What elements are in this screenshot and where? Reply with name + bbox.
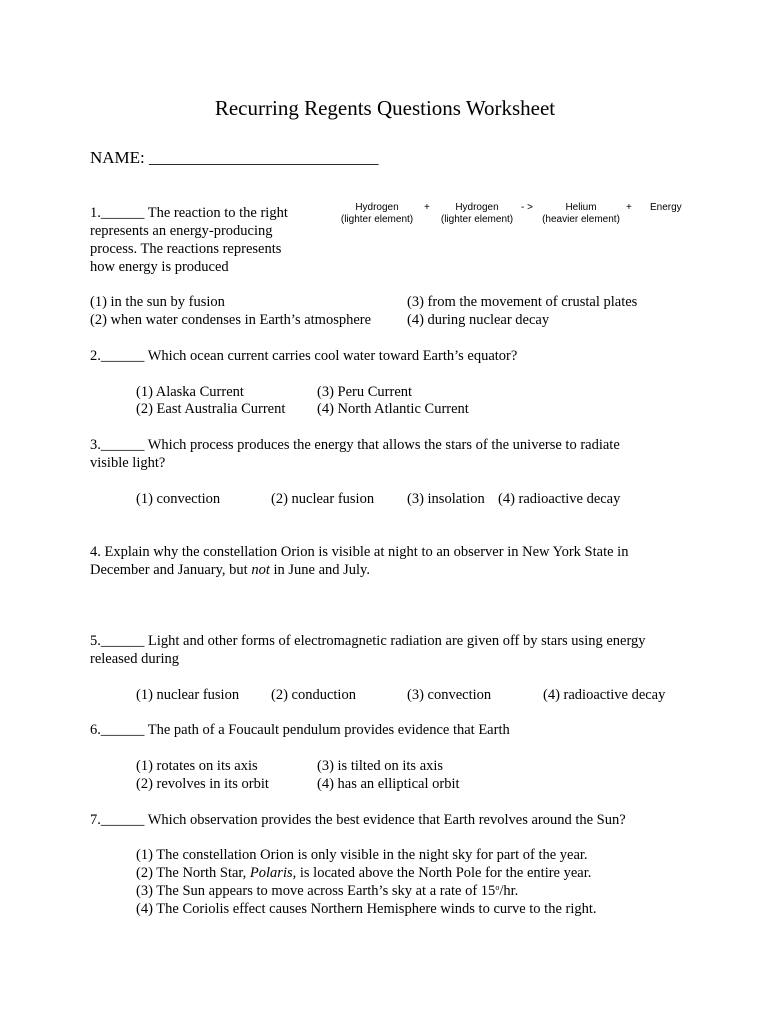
q3-stem-line: 3.______ Which process produces the energy that allows the stars of the universe to radiate [90, 437, 620, 453]
question-1-stem [90, 204, 288, 276]
hydrogen-label: Hydrogen [355, 202, 399, 213]
q1-stem-line: process. The reactions represents [90, 241, 282, 257]
choice: (3) is tilted on its axis [317, 758, 444, 774]
choice: (2) nuclear fusion [271, 491, 375, 507]
emphasis-text: not [251, 562, 270, 578]
q3-stem-line: visible light? [90, 455, 166, 471]
question-5-stem [90, 632, 646, 668]
choice: (2) conduction [271, 687, 356, 703]
choice: (2) The North Star, Polaris, is located above the North Pole for the entire year. [136, 865, 592, 881]
choice: (4) North Atlantic Current [317, 401, 469, 417]
q4-line: 4. Explain why the constellation Orion is visible at night to an observer in New York State in [90, 544, 629, 560]
choice: (3) Peru Current [317, 384, 413, 400]
choice: (4) radioactive decay [498, 491, 621, 507]
question-7-choices [136, 846, 597, 918]
choice: (4) during nuclear decay [407, 312, 550, 328]
choice: (3) convection [407, 687, 492, 703]
choice: (2) revolves in its orbit [136, 776, 269, 792]
question-2-stem: 2.______ Which ocean current carries cool water toward Earth’s equator? [90, 348, 518, 364]
choice: (4) The Coriolis effect causes Northern Hemisphere winds to curve to the right. [136, 901, 597, 917]
choice: (2) when water condenses in Earth’s atmosphere [90, 312, 372, 328]
choice: (1) nuclear fusion [136, 687, 240, 703]
question-6-stem: 6.______ The path of a Foucault pendulum provides evidence that Earth [90, 722, 510, 738]
choice: (1) Alaska Current [136, 384, 244, 400]
question-7-stem: 7.______ Which observation provides the best evidence that Earth revolves around the Sun? [90, 812, 626, 828]
hydrogen-sublabel: (lighter element) [340, 214, 414, 225]
q5-stem-line: 5.______ Light and other forms of electromagnetic radiation are given off by stars using energy [90, 633, 646, 649]
hydrogen-label: Hydrogen [455, 202, 499, 213]
helium-sublabel: (heavier element) [542, 214, 620, 225]
choice: (3) The Sun appears to move across Earth’s sky at a rate of 15$^o$/hr. [136, 883, 519, 899]
choice: (1) convection [136, 491, 221, 507]
plus-sign: + [626, 202, 632, 213]
plus-sign: + [424, 202, 430, 213]
q5-stem-line: released during [90, 651, 179, 667]
page-title: Recurring Regents Questions Worksheet [214, 96, 556, 120]
choice: (1) rotates on its axis [136, 758, 258, 774]
q4-line: December and January, but not in June and July. [90, 562, 370, 578]
choice: (1) The constellation Orion is only visible in the night sky for part of the year. [136, 847, 588, 863]
choice: (1) in the sun by fusion [90, 294, 225, 310]
emphasis-text: Polaris [249, 865, 293, 881]
helium-label: Helium [565, 202, 597, 213]
q1-stem-line: 1.______ The reaction to the right [90, 205, 288, 221]
choice: (4) radioactive decay [543, 687, 666, 703]
reaction-arrow: - > [521, 202, 533, 213]
degree-superscript: o [495, 883, 500, 892]
choice: (3) from the movement of crustal plates [407, 294, 638, 310]
energy-label: Energy [650, 202, 682, 213]
name-field-label: NAME: ___________________________ [90, 148, 379, 167]
q1-stem-line: represents an energy-producing [90, 223, 273, 239]
choice: (2) East Australia Current [136, 401, 286, 417]
hydrogen-sublabel: (lighter element) [440, 214, 514, 225]
question-3-stem [90, 436, 620, 472]
q1-stem-line: how energy is produced [90, 259, 229, 275]
choice: (3) insolation [407, 491, 485, 507]
question-4-prompt [90, 543, 628, 579]
choice: (4) has an elliptical orbit [317, 776, 460, 792]
